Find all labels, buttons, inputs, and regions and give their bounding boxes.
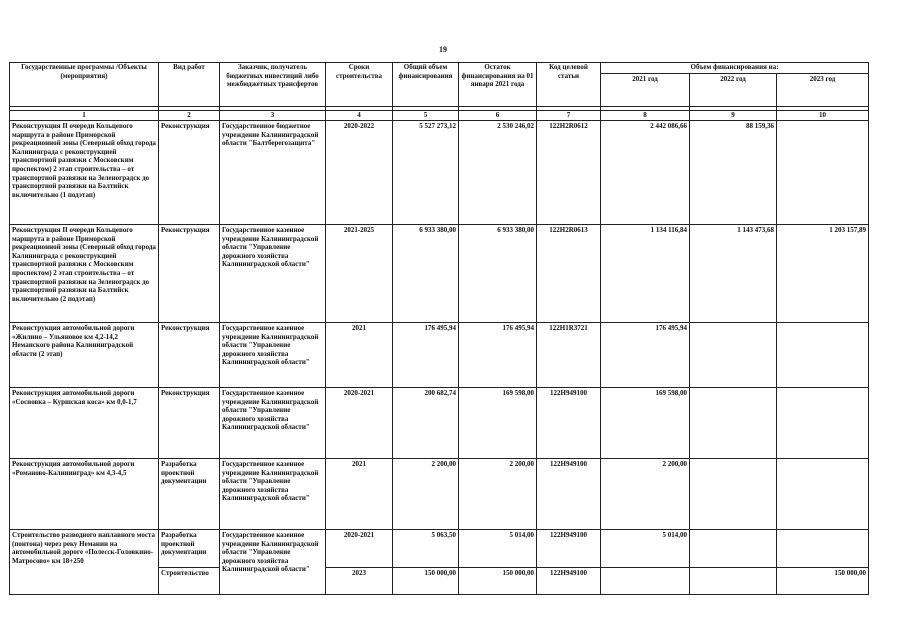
cell-remainder: 2 530 246,02: [459, 121, 537, 225]
cell-remainder: 176 495,94: [459, 323, 537, 388]
column-index: 1: [10, 111, 159, 121]
cell-2022: [690, 388, 777, 459]
cell-2021: 176 495,94: [601, 323, 690, 388]
page-number: 19: [439, 45, 447, 54]
table-row: [10, 225, 869, 323]
cell-work-type: Реконструкция: [159, 225, 220, 323]
column-index: 7: [537, 111, 601, 121]
header-program: Государственные программы /Объекты (мероприятия): [10, 63, 159, 107]
cell-2023: 1 203 157,89: [777, 225, 869, 323]
cell-2021: [601, 568, 690, 595]
cell-program: Реконструкция II очереди Кольцевого маршрута в районе Приморской рекреационной зоны (Северный обход города Калининграда с реконструкцией транспортной развязки с Московским проспектом) 2 этап строительства – от транспортной развязки на Зеленоградск до транспортной развязки на Балтийск включительно (1 подэтап): [10, 121, 159, 225]
cell-period: 2021-2025: [326, 225, 393, 323]
cell-2023: [777, 459, 869, 530]
cell-remainder: 5 014,00: [459, 530, 537, 568]
column-index: 10: [777, 111, 869, 121]
column-index: 4: [326, 111, 393, 121]
header-code: Код целевой статьи: [537, 63, 601, 107]
cell-customer: Государственное казенное учреждение Калининградской области "Управление дорожного хозяйства Калининградской области": [220, 530, 326, 595]
column-index: 9: [690, 111, 777, 121]
cell-program: Реконструкция II очереди Кольцевого маршрута в районе Приморской рекреационной зоны (Северный обход города Калининграда с реконструкцией транспортной развязки с Московским проспектом) 2 этап строительства – от транспортной развязки на Зеленоградск до транспортной развязки на Балтийск включительно (2 подэтап): [10, 225, 159, 323]
cell-customer: Государственное казенное учреждение Калининградской области "Управление дорожного хозяйства Калининградской области": [220, 388, 326, 459]
table-row: [10, 323, 869, 388]
cell-2021: 2 200,00: [601, 459, 690, 530]
cell-work-type: Разработка проектной документации: [159, 459, 220, 530]
cell-2022: [690, 459, 777, 530]
cell-total: 200 682,74: [393, 388, 459, 459]
cell-total: 5 063,50: [393, 530, 459, 568]
header-2022: 2022 год: [690, 74, 777, 107]
cell-period: 2021: [326, 323, 393, 388]
column-index: 3: [220, 111, 326, 121]
column-index-row: [10, 111, 869, 121]
column-index: 2: [159, 111, 220, 121]
cell-2022: 1 143 473,68: [690, 225, 777, 323]
cell-program: Реконструкция автомобильной дороги «Романово-Калининград» км 4,3-4,5: [10, 459, 159, 530]
header-work-type: Вид работ: [159, 63, 220, 107]
cell-2022: [690, 530, 777, 568]
cell-2023: [777, 323, 869, 388]
column-index: 5: [393, 111, 459, 121]
cell-total: 2 200,00: [393, 459, 459, 530]
table-row: [10, 530, 869, 568]
cell-remainder: 6 933 380,00: [459, 225, 537, 323]
financing-table: [9, 62, 869, 595]
cell-customer: Государственное бюджетное учреждение Калининградской области "Балтберегозащита": [220, 121, 326, 225]
cell-program: Реконструкция автомобильной дороги «Сосновка – Куршская коса» км 0,0-1,7: [10, 388, 159, 459]
cell-work-type: Строительство: [159, 568, 220, 595]
table-row: [10, 459, 869, 530]
cell-2021: 2 442 086,66: [601, 121, 690, 225]
cell-2023: [777, 388, 869, 459]
cell-total: 5 527 273,12: [393, 121, 459, 225]
cell-period: 2020-2022: [326, 121, 393, 225]
header-remainder: Остаток финансирования на 01 января 2021 года: [459, 63, 537, 107]
cell-period: 2020-2021: [326, 530, 393, 568]
cell-code: 122H949100: [537, 530, 601, 568]
cell-total: 6 933 380,00: [393, 225, 459, 323]
cell-2021: 5 014,00: [601, 530, 690, 568]
cell-program: Реконструкция автомобильной дороги «Жилино – Ульяновое км 4,2-14,2 Неманского района Калининградской области (2 этап): [10, 323, 159, 388]
table-row: [10, 388, 869, 459]
cell-total: 150 000,00: [393, 568, 459, 595]
cell-work-type: Реконструкция: [159, 323, 220, 388]
cell-period: 2020-2021: [326, 388, 393, 459]
header-customer: Заказчик, получатель бюджетных инвестиций либо межбюджетных трансфертов: [220, 63, 326, 107]
cell-total: 176 495,94: [393, 323, 459, 388]
header-period: Сроки строительства: [326, 63, 393, 107]
cell-work-type: Реконструкция: [159, 121, 220, 225]
cell-code: 122H949100: [537, 568, 601, 595]
header-total: Общий объем финансирования: [393, 63, 459, 107]
cell-2023: [777, 530, 869, 568]
cell-code: 122H2R0612: [537, 121, 601, 225]
header-funding-group: Объем финансирования на:: [601, 63, 869, 74]
cell-period: 2023: [326, 568, 393, 595]
column-index: 6: [459, 111, 537, 121]
cell-2022: 88 159,36: [690, 121, 777, 225]
cell-code: 122H949100: [537, 459, 601, 530]
cell-code: 122H1R3721: [537, 323, 601, 388]
cell-2023: 150 000,00: [777, 568, 869, 595]
cell-2022: [690, 568, 777, 595]
table-row: [10, 121, 869, 225]
cell-work-type: Реконструкция: [159, 388, 220, 459]
cell-customer: Государственное казенное учреждение Калининградской области "Управление дорожного хозяйства Калининградской области": [220, 225, 326, 323]
header-2021: 2021 год: [601, 74, 690, 107]
cell-program: Строительство разводного наплавного моста (понтона) через реку Неманин на автомобильной дороге «Полесск-Головкино-Матросово» км 18+250: [10, 530, 159, 595]
cell-period: 2021: [326, 459, 393, 530]
cell-code: 122H2R0613: [537, 225, 601, 323]
cell-2021: 1 134 116,84: [601, 225, 690, 323]
cell-remainder: 150 000,00: [459, 568, 537, 595]
cell-remainder: 169 598,00: [459, 388, 537, 459]
header-2023: 2023 год: [777, 74, 869, 107]
cell-2022: [690, 323, 777, 388]
cell-remainder: 2 200,00: [459, 459, 537, 530]
column-index: 8: [601, 111, 690, 121]
cell-2023: [777, 121, 869, 225]
cell-work-type: Разработка проектной документации: [159, 530, 220, 568]
cell-customer: Государственное казенное учреждение Калининградской области "Управление дорожного хозяйства Калининградской области": [220, 323, 326, 388]
cell-customer: Государственное казенное учреждение Калининградской области "Управление дорожного хозяйства Калининградской области": [220, 459, 326, 530]
cell-code: 122H949100: [537, 388, 601, 459]
cell-2021: 169 598,00: [601, 388, 690, 459]
